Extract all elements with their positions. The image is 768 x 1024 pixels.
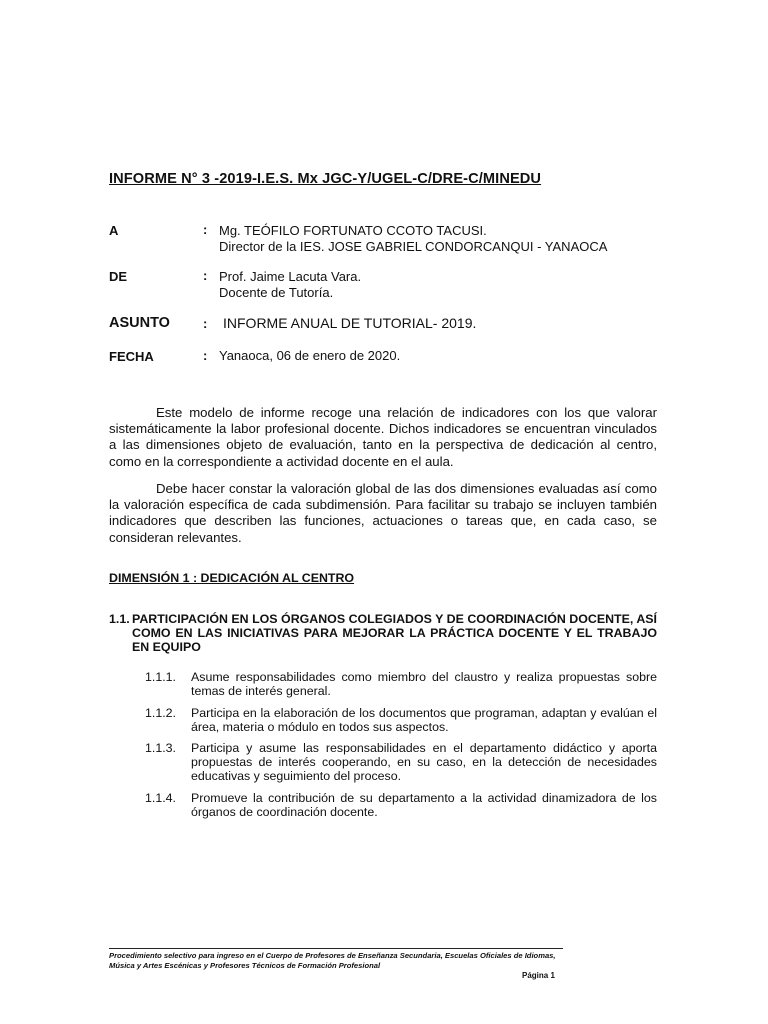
header-a-label: A [109,223,119,238]
header-de-value [219,269,361,301]
list-item [145,741,657,783]
intro-paragraph-2: Debe hacer constar la valoración global de las dos dimensiones evaluadas así como la valoración específica de cada subdimensión. Para facilitar su trabajo se incluyen también indicadores que describen las funciones, actuaciones o tareas que, en cada caso, se consideran relevantes. [109,481,657,545]
intro-paragraph-1: Este modelo de informe recoge una relación de indicadores con los que valorar sistemáticamente la labor profesional docente. Dichos indicadores se encuentran vinculados a las dimensiones objeto de evaluación, tanto en la perspectiva de dedicación al centro, como en la correspondiente a actividad docente en el aula. [109,405,657,469]
item-text: Participa en la elaboración de los documentos que programan, adaptan y evalúan el área, materia o módulo en todos sus aspectos. [191,706,657,734]
header-de-label: DE [109,269,128,284]
sender-role: Docente de Tutoría. [219,285,334,300]
recipient-role: Director de la IES. JOSE GABRIEL CONDORCANQUI - YANAOCA [219,239,608,254]
header-asunto-label: ASUNTO [109,315,170,331]
item-number: 1.1.1. [145,670,177,684]
page-number: Página 1 [522,971,555,980]
list-item [145,706,657,734]
section-title: PARTICIPACIÓN EN LOS ÓRGANOS COLEGIADOS Y DE COORDINACIÓN DOCENTE, ASÍ COMO EN LAS INICIATIVAS PARA MEJORAR LA PRÁCTICA DOCENTE Y EL TRABAJO EN EQUIPO [132,612,657,654]
footer-divider [109,948,563,949]
header-fecha-label: FECHA [109,349,154,364]
item-number: 1.1.4. [145,791,177,805]
item-text: Participa y asume las responsabilidades en el departamento didáctico y aporta propuestas de interés cooperando, en su caso, en la detección de necesidades educativas y seguimiento del proceso. [191,741,657,783]
header-de-colon: : [203,268,208,283]
item-text: Promueve la contribución de su departamento a la actividad dinamizadora de los órganos de coordinación docente. [191,791,657,819]
header-asunto-colon: : [203,316,208,331]
item-number: 1.1.3. [145,741,177,755]
item-text: Asume responsabilidades como miembro del claustro y realiza propuestas sobre temas de interés general. [191,670,657,698]
section-heading [109,612,657,654]
header-fecha-value: Yanaoca, 06 de enero de 2020. [219,348,401,363]
dimension-title: DIMENSIÓN 1 : DEDICACIÓN AL CENTRO [109,571,355,585]
footer-text: Procedimiento selectivo para ingreso en el Cuerpo de Profesores de Enseñanza Secundaria, Escuelas Oficiales de Idiomas, Música y Artes Escénicas y Profesores Técnicos de Formación Profesional [109,951,556,970]
list-item [145,791,657,819]
item-number: 1.1.2. [145,706,177,720]
header-a-value [219,223,607,255]
recipient-name: Mg. TEÓFILO FORTUNATO CCOTO TACUSI. [219,223,487,238]
section-number: 1.1. [109,612,130,626]
list-item [145,670,657,698]
header-asunto-value: INFORME ANUAL DE TUTORIAL- 2019. [223,315,477,331]
header-a-colon: : [203,222,208,237]
sender-name: Prof. Jaime Lacuta Vara. [219,269,362,284]
report-title: INFORME N° 3 -2019-I.E.S. Mx JGC-Y/UGEL-C/DRE-C/MINEDU [109,171,542,187]
header-fecha-colon: : [203,348,208,363]
